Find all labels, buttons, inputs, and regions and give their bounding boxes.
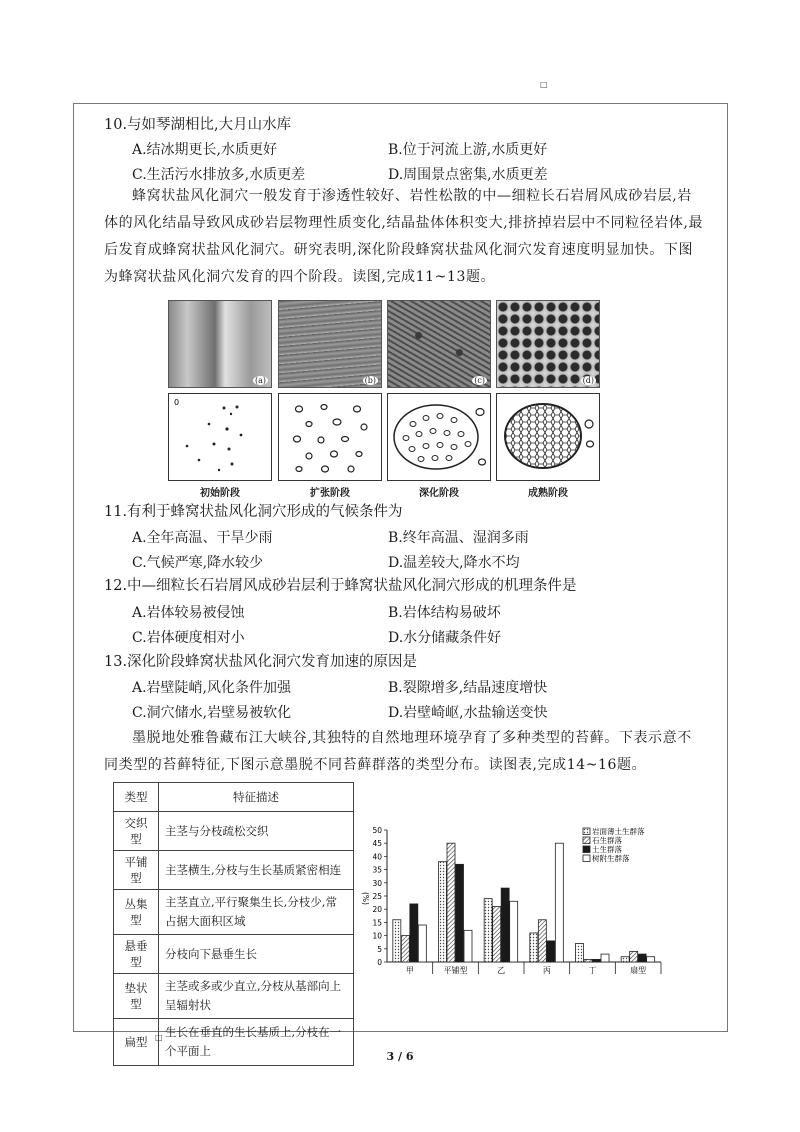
sketch-initial [168, 393, 272, 481]
y-tick-label: 45 [372, 839, 382, 849]
table-header-desc: 特征描述 [159, 783, 354, 812]
stage-label-expanding: 扩张阶段 [310, 488, 350, 499]
bar-3 [638, 954, 646, 962]
sketch-deepening [387, 393, 491, 481]
bar-2 [493, 907, 501, 962]
q13-option-b: B.裂隙增多,结晶速度增快 [388, 680, 548, 696]
photo-b-tag: (b) [364, 376, 376, 385]
x-tick-label: 乙 [497, 966, 506, 975]
table-cell-type: 平铺型 [114, 851, 159, 890]
q13-option-c: C.洞穴储水,岩壁易被软化 [132, 705, 292, 721]
bar-2 [538, 920, 546, 962]
bottom-mark: □ [155, 1033, 163, 1042]
passage-moss: 墨脱地处雅鲁藏布江大峡谷,其独特的自然地理环境孕育了多种类型的苔藓。下表示意不同类型的苔藓特征,下图示意墨脱不同苔藓群落的类型分布。读图表,完成14~16题。 [104, 730, 692, 773]
q13-option-a: A.岩壁陡峭,风化条件加强 [132, 680, 292, 696]
q12-option-c: C.岩体硬度相对小 [132, 630, 245, 646]
q12-stem: 12.中—细粒长石岩屑风成砂岩层利于蜂窝状盐风化洞穴形成的机理条件是 [104, 578, 577, 594]
q10-stem: 10.与如琴湖相比,大月山水库 [104, 117, 292, 133]
y-tick-label: 35 [372, 865, 382, 875]
q11-stem: 11.有利于蜂窝状盐风化洞穴形成的气候条件为 [104, 504, 403, 520]
bar-1 [576, 944, 584, 962]
table-row [114, 935, 354, 974]
photo-c [387, 300, 491, 388]
bar-1 [530, 933, 538, 962]
table-row [114, 812, 354, 851]
bar-3 [593, 959, 601, 962]
q12-option-b: B.岩体结构易破坏 [388, 605, 501, 621]
table-cell-desc: 分枝向下悬垂生长 [159, 935, 354, 974]
top-mark: □ [540, 80, 548, 89]
table-cell-desc: 主茎横生,分枝与生长基质紧密相连 [159, 851, 354, 890]
table-cell-desc: 主茎直立,平行聚集生长,分枝少,常占据大面积区域 [159, 890, 354, 935]
table-cell-type: 悬垂型 [114, 935, 159, 974]
y-tick-label: 50 [372, 826, 382, 835]
table-cell-type: 垫状型 [114, 974, 159, 1019]
bar-1 [621, 957, 629, 962]
q12-option-d: D.水分储藏条件好 [388, 630, 502, 646]
sketch-expanding [278, 393, 382, 481]
honeycomb-figure [168, 300, 604, 499]
bar-1 [439, 862, 447, 962]
stage-label-deepening: 深化阶段 [419, 488, 459, 499]
passage-honeycomb: 蜂窝状盐风化洞穴一般发育于渗透性较好、岩性松散的中—细粒长石岩屑风成砂岩层,岩体的风化结晶导致风成砂岩层物理性质变化,结晶盐体体积变大,排挤掉岩层中不同粒径岩体,最后发育成蜂窝状盐风化洞穴。研究表明,深化阶段蜂窝状盐风化洞穴发育速度明显加快。下图为蜂窝状盐风化洞穴发育的四个阶段。读图,完成11~13题。 [104, 188, 704, 285]
stage-label-initial: 初始阶段 [200, 488, 240, 499]
stage-label-mature: 成熟阶段 [528, 488, 568, 499]
y-tick-label: 0 [377, 958, 382, 967]
bar-1 [484, 899, 492, 962]
q11-option-d: D.温差较大,降水不均 [388, 555, 520, 571]
q11-option-b: B.终年高温、湿润多雨 [388, 530, 529, 546]
page-number: 3 / 6 [386, 1050, 414, 1063]
moss-community-chart [355, 822, 667, 992]
bar-1 [393, 920, 401, 962]
table-cell-type: 丛集型 [114, 890, 159, 935]
y-tick-label: 40 [372, 852, 382, 862]
legend-label: 石生群落 [592, 836, 622, 845]
q13-option-d: D.岩壁崎岖,水盐输送变快 [388, 705, 548, 721]
bar-4 [647, 957, 655, 962]
q13-stem: 13.深化阶段蜂窝状盐风化洞穴发育加速的原因是 [104, 654, 418, 670]
q10-option-d: D.周围景点密集,水质更差 [388, 167, 548, 183]
q11-option-a: A.全年高温、干旱少雨 [132, 530, 273, 546]
table-cell-type: 扁型 [114, 1019, 159, 1066]
legend-swatch [583, 846, 590, 853]
y-axis-label: (%) [361, 892, 370, 905]
bar-2 [401, 936, 409, 962]
bar-4 [555, 843, 563, 962]
legend-swatch [583, 828, 590, 835]
photo-c-tag: (c) [474, 376, 485, 385]
y-tick-label: 5 [377, 944, 382, 954]
y-tick-label: 10 [372, 931, 382, 941]
table-cell-desc: 主茎或多或少直立,分枝从基部向上呈辐射状 [159, 974, 354, 1019]
bar-2 [630, 951, 638, 962]
table-row [114, 851, 354, 890]
moss-type-table [113, 782, 354, 1066]
x-tick-label: 扇型 [630, 966, 647, 975]
table-cell-type: 交织型 [114, 812, 159, 851]
legend-swatch [583, 837, 590, 844]
x-tick-label: 丁 [588, 966, 597, 975]
q10-option-b: B.位于河流上游,水质更好 [388, 142, 548, 158]
bar-2 [447, 843, 455, 962]
bar-3 [501, 888, 509, 962]
q11-option-c: C.气候严寒,降水较少 [132, 555, 264, 571]
x-tick-label: 甲 [405, 966, 414, 975]
y-tick-label: 20 [372, 905, 382, 915]
legend-label: 树附生群落 [592, 854, 630, 863]
photo-d [496, 300, 600, 388]
sketch-zero-label: 0 [174, 398, 180, 407]
bar-4 [464, 930, 472, 962]
y-tick-label: 15 [372, 918, 382, 928]
legend-swatch [583, 855, 590, 862]
photo-b [278, 300, 382, 388]
photo-a-tag: (a) [254, 376, 266, 385]
table-header-type: 类型 [114, 783, 159, 812]
y-tick-label: 25 [372, 892, 382, 901]
q10-option-a: A.结冰期更长,水质更好 [132, 142, 278, 158]
legend-label: 岩面薄土生群落 [592, 827, 645, 836]
table-row [114, 890, 354, 935]
bar-3 [410, 904, 418, 962]
x-tick-label: 平铺型 [443, 966, 468, 975]
table-cell-desc: 主茎与分枝疏松交织 [159, 812, 354, 851]
table-header-row [114, 783, 354, 812]
bar-4 [601, 954, 609, 962]
q12-option-a: A.岩体较易被侵蚀 [132, 605, 245, 621]
x-tick-label: 丙 [542, 966, 551, 975]
bar-4 [510, 901, 518, 962]
photo-a [168, 300, 272, 388]
table-cell-desc: 生长在垂直的生长基质上,分枝在一个平面上 [159, 1019, 354, 1066]
bar-3 [547, 941, 555, 962]
bar-2 [584, 959, 592, 962]
sketch-mature [496, 393, 600, 481]
legend-label: 土生群落 [592, 845, 622, 854]
y-tick-label: 30 [372, 878, 382, 888]
bar-3 [456, 864, 464, 962]
table-row [114, 974, 354, 1019]
photo-d-tag: (d) [582, 376, 594, 385]
bar-4 [418, 925, 426, 962]
q10-option-c: C.生活污水排放多,水质更差 [132, 167, 306, 183]
